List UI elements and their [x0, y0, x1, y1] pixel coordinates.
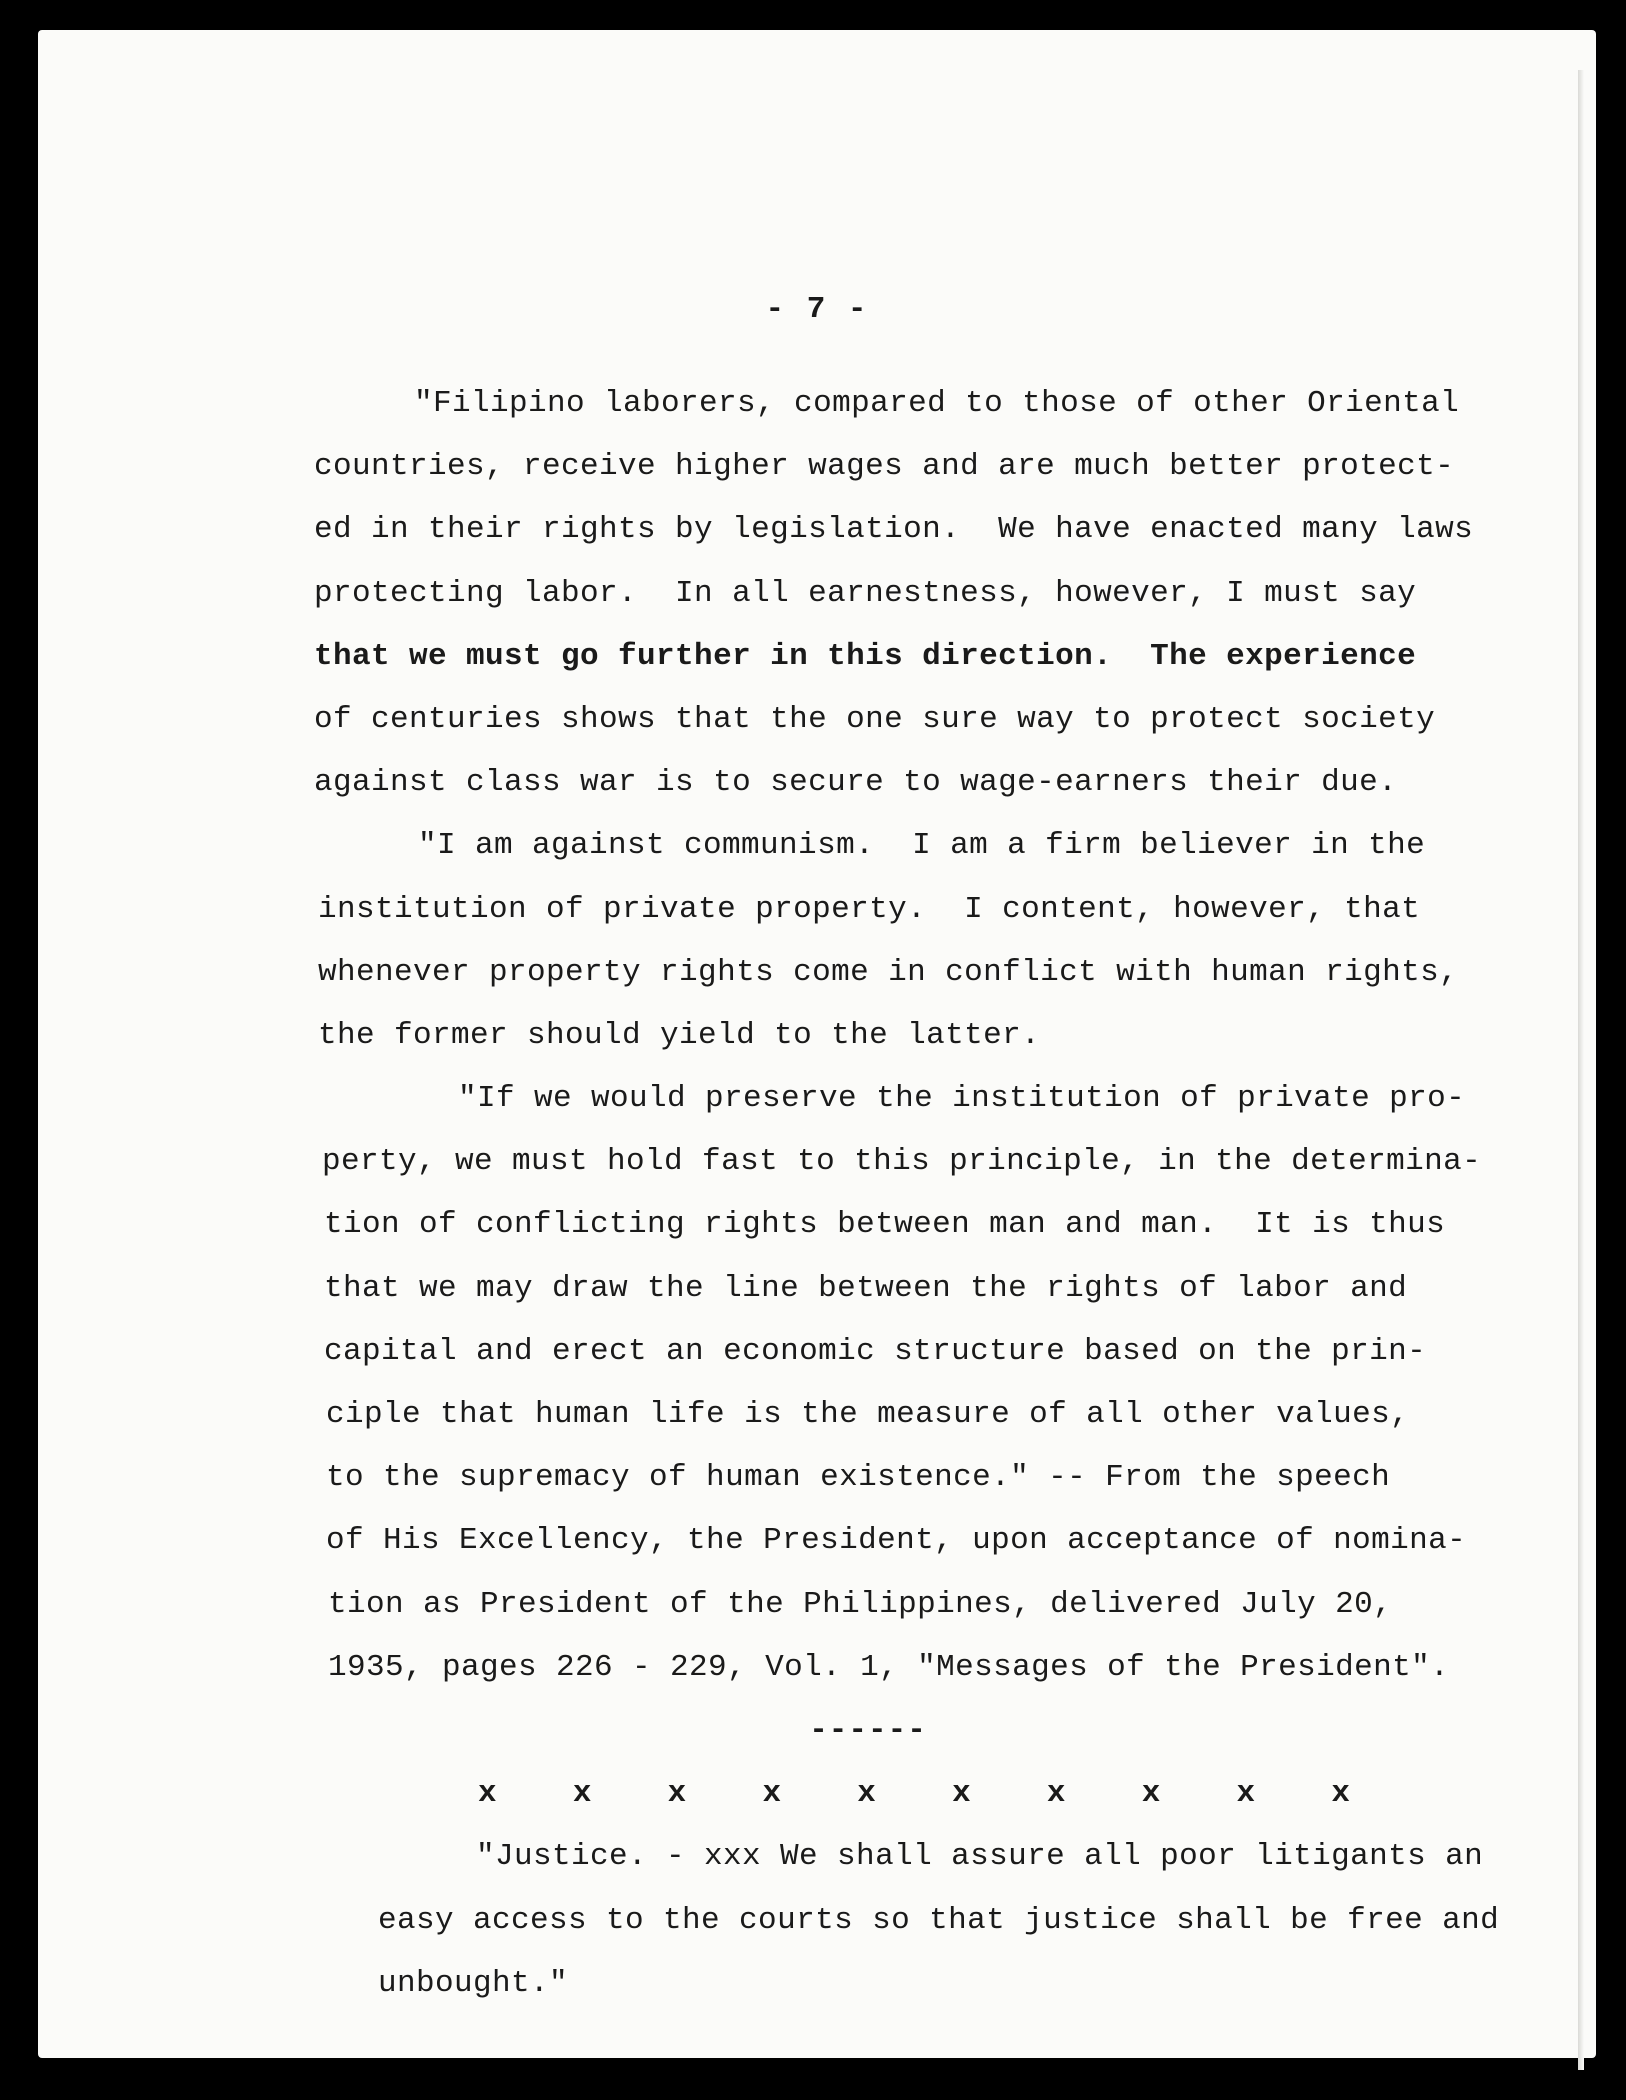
x-mark: x — [572, 1776, 592, 1812]
paragraph-1-line: ed in their rights by legislation. We have enacted many laws — [314, 512, 1474, 548]
x-mark: x — [478, 1776, 497, 1812]
page-number: - 7 - — [765, 292, 869, 327]
paragraph-3-line: tion of conflicting rights between man and man. It is thus — [324, 1207, 1446, 1243]
paragraph-1-line: of centuries shows that the one sure way to protect society — [314, 701, 1436, 737]
x-mark: x — [1141, 1776, 1161, 1812]
paragraph-1-line: "Filipino laborers, compared to those of other Oriental — [414, 386, 1460, 421]
x-mark: x — [857, 1776, 876, 1812]
paragraph-4-line: "Justice. - xxx We shall assure all poor litigants an — [476, 1839, 1484, 1875]
paragraph-1-line: countries, receive higher wages and are much better protect- — [314, 449, 1455, 485]
page-edge-shadow — [1578, 70, 1584, 2070]
paragraph-3-line: to the supremacy of human existence." -- From the speech — [326, 1460, 1391, 1496]
x-mark: x — [1331, 1776, 1350, 1812]
paragraph-2-line: whenever property rights come in conflict with human rights, — [318, 954, 1459, 990]
paragraph-3-line: that we may draw the line between the rights of labor and — [324, 1270, 1408, 1306]
paragraph-3-line: "If we would preserve the institution of private pro- — [458, 1081, 1466, 1117]
paragraph-3-line: ciple that human life is the measure of all other values, — [326, 1397, 1410, 1432]
paragraph-3-line: perty, we must hold fast to this principle, in the determina- — [322, 1144, 1482, 1180]
x-mark: x — [952, 1776, 971, 1812]
paragraph-3-line: 1935, pages 226 - 229, Vol. 1, "Messages of the President". — [328, 1649, 1450, 1685]
x-mark: x — [667, 1776, 687, 1812]
ellipsis-x-row — [478, 1762, 1350, 1825]
paragraph-2-line: "I am against communism. I am a firm believer in the — [418, 828, 1426, 864]
paragraph-1-line: against class war is to secure to wage-earners their due. — [314, 765, 1398, 801]
paragraph-4-line: easy access to the courts so that justice shall be free and — [378, 1902, 1500, 1938]
paragraph-1-line: protecting labor. In all earnestness, however, I must say — [314, 575, 1417, 611]
document-page — [38, 30, 1596, 2058]
paragraph-2-line: institution of private property. I content, however, that — [318, 891, 1421, 927]
paragraph-2-line: the former should yield to the latter. — [318, 1017, 1041, 1053]
paragraph-3-line: of His Excellency, the President, upon acceptance of nomina- — [326, 1523, 1467, 1559]
section-divider: ------ — [809, 1712, 927, 1748]
paragraph-3-line: tion as President of the Philippines, delivered July 20, — [328, 1586, 1393, 1622]
document-body — [314, 372, 1558, 2015]
paragraph-4-line: unbought." — [378, 1965, 569, 2001]
x-mark: x — [1046, 1776, 1066, 1812]
paragraph-3-line: capital and erect an economic structure based on the prin- — [324, 1333, 1427, 1369]
paragraph-1-line: that we must go further in this direction. The experience — [314, 638, 1417, 674]
x-mark: x — [762, 1776, 782, 1812]
x-mark: x — [1236, 1776, 1256, 1812]
